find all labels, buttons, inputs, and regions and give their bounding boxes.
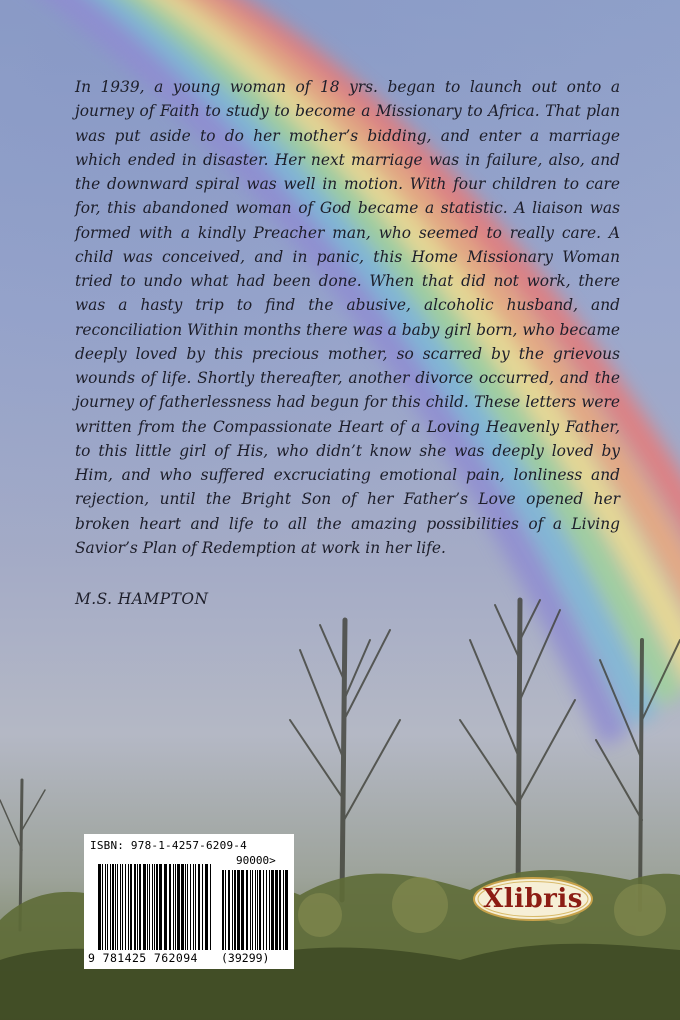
barcode-bar — [228, 870, 230, 950]
barcode-bar — [159, 864, 162, 950]
barcode-bar — [205, 864, 208, 950]
barcode-bar — [255, 870, 256, 950]
barcode-bar — [252, 870, 253, 950]
barcode-bar — [271, 870, 274, 950]
barcode-bar — [134, 864, 136, 950]
barcode-bar — [283, 870, 284, 950]
barcode-bar — [139, 864, 141, 950]
barcode-bar — [98, 864, 101, 950]
barcode-bar — [187, 864, 188, 950]
barcode-bar — [122, 864, 123, 950]
barcode-bar — [152, 864, 153, 950]
barcode-bar — [225, 870, 226, 950]
isbn-label: ISBN: 978-1-4257-6209-4 — [90, 839, 247, 852]
barcode-bar — [246, 870, 248, 950]
barcode-bar — [232, 870, 233, 950]
barcode-bar — [110, 864, 111, 950]
barcode-bar — [210, 864, 211, 950]
barcode-bar — [137, 864, 138, 950]
barcode-addon-digits: 90000> — [236, 854, 276, 867]
barcode-bar — [259, 870, 261, 950]
barcode-bar — [177, 864, 180, 950]
barcode-bar — [125, 864, 126, 950]
barcode-ean-digits: 9 781425 762094 — [88, 951, 198, 965]
back-cover-blurb: In 1939, a young woman of 18 yrs. began to launch out onto a journey of Faith to study to become a Missionary to Africa. That plan was put aside to do her mother’s bidding, and enter a marriage which ended in disaster. Her next marriage was in failure, also, and the downward spiral was well in motion. With four children to care for, this abandoned woman of God became a statistic. A liaison was formed with a kindly Preacher man, who seemed to really care. A child was conceived, and in panic, this Home Missionary Woman tried to undo what had been done. When that did not work, there was a hasty trip to find the abusive, alcoholic husband, and reconciliation Within months there was a baby girl born, who became deeply loved by this precious mother, so scarred by the grievous wounds of life. Shortly thereafter, another divorce occurred, and the journey of fatherlessness had begun for this child. These letters were written from the Compassionate Heart of a Loving Heavenly Father, to this little girl of His, who didn’t know she was deeply loved by Him, and who suffered excruciating emotional pain, lonliness and rejection, until the Bright Son of her Father’s Love opened her broken heart and life to all the amazing possibilities of a Living Savior’s Plan of Redemption at work in her life. — [75, 78, 621, 557]
isbn-barcode — [84, 834, 294, 969]
barcode-bar — [266, 870, 267, 950]
publisher-logo-text: Xlibris — [483, 884, 583, 914]
barcode-bar — [175, 864, 176, 950]
barcode-bar — [193, 864, 194, 950]
publisher-logo — [472, 876, 594, 922]
barcode-bar — [128, 864, 129, 950]
barcode-bar — [147, 864, 148, 950]
barcode-bar — [156, 864, 158, 950]
barcode-bar — [120, 864, 121, 950]
barcode-bar — [154, 864, 155, 950]
barcode-bar — [173, 864, 174, 950]
barcode-bar — [285, 870, 288, 950]
barcode-bar — [143, 864, 146, 950]
barcode-bar — [275, 870, 278, 950]
barcode-bar — [102, 864, 103, 950]
barcode-bar — [222, 870, 224, 950]
barcode-bar — [164, 864, 167, 950]
barcode-bar — [279, 870, 281, 950]
barcode-bar — [181, 864, 184, 950]
barcode-bar — [105, 864, 106, 950]
barcode-bar — [269, 870, 270, 950]
barcode-bar — [112, 864, 114, 950]
barcode-bar — [241, 870, 244, 950]
barcode-bar — [190, 864, 191, 950]
barcode-bar — [202, 864, 203, 950]
barcode-bar — [234, 870, 236, 950]
barcode-bar — [263, 870, 264, 950]
barcode-bar — [130, 864, 132, 950]
barcode-bar — [169, 864, 171, 950]
barcode-bar — [149, 864, 150, 950]
barcode-bar — [115, 864, 116, 950]
barcode-bar — [250, 870, 251, 950]
barcode-price-code: (39299) — [221, 951, 270, 965]
barcode-bar — [195, 864, 196, 950]
barcode-bar — [198, 864, 200, 950]
barcode-bar — [185, 864, 186, 950]
barcode-bar — [107, 864, 108, 950]
barcode-bar — [237, 870, 240, 950]
barcode-bar — [257, 870, 258, 950]
author-name: M.S. HAMPTON — [75, 590, 209, 608]
barcode-bar — [117, 864, 118, 950]
